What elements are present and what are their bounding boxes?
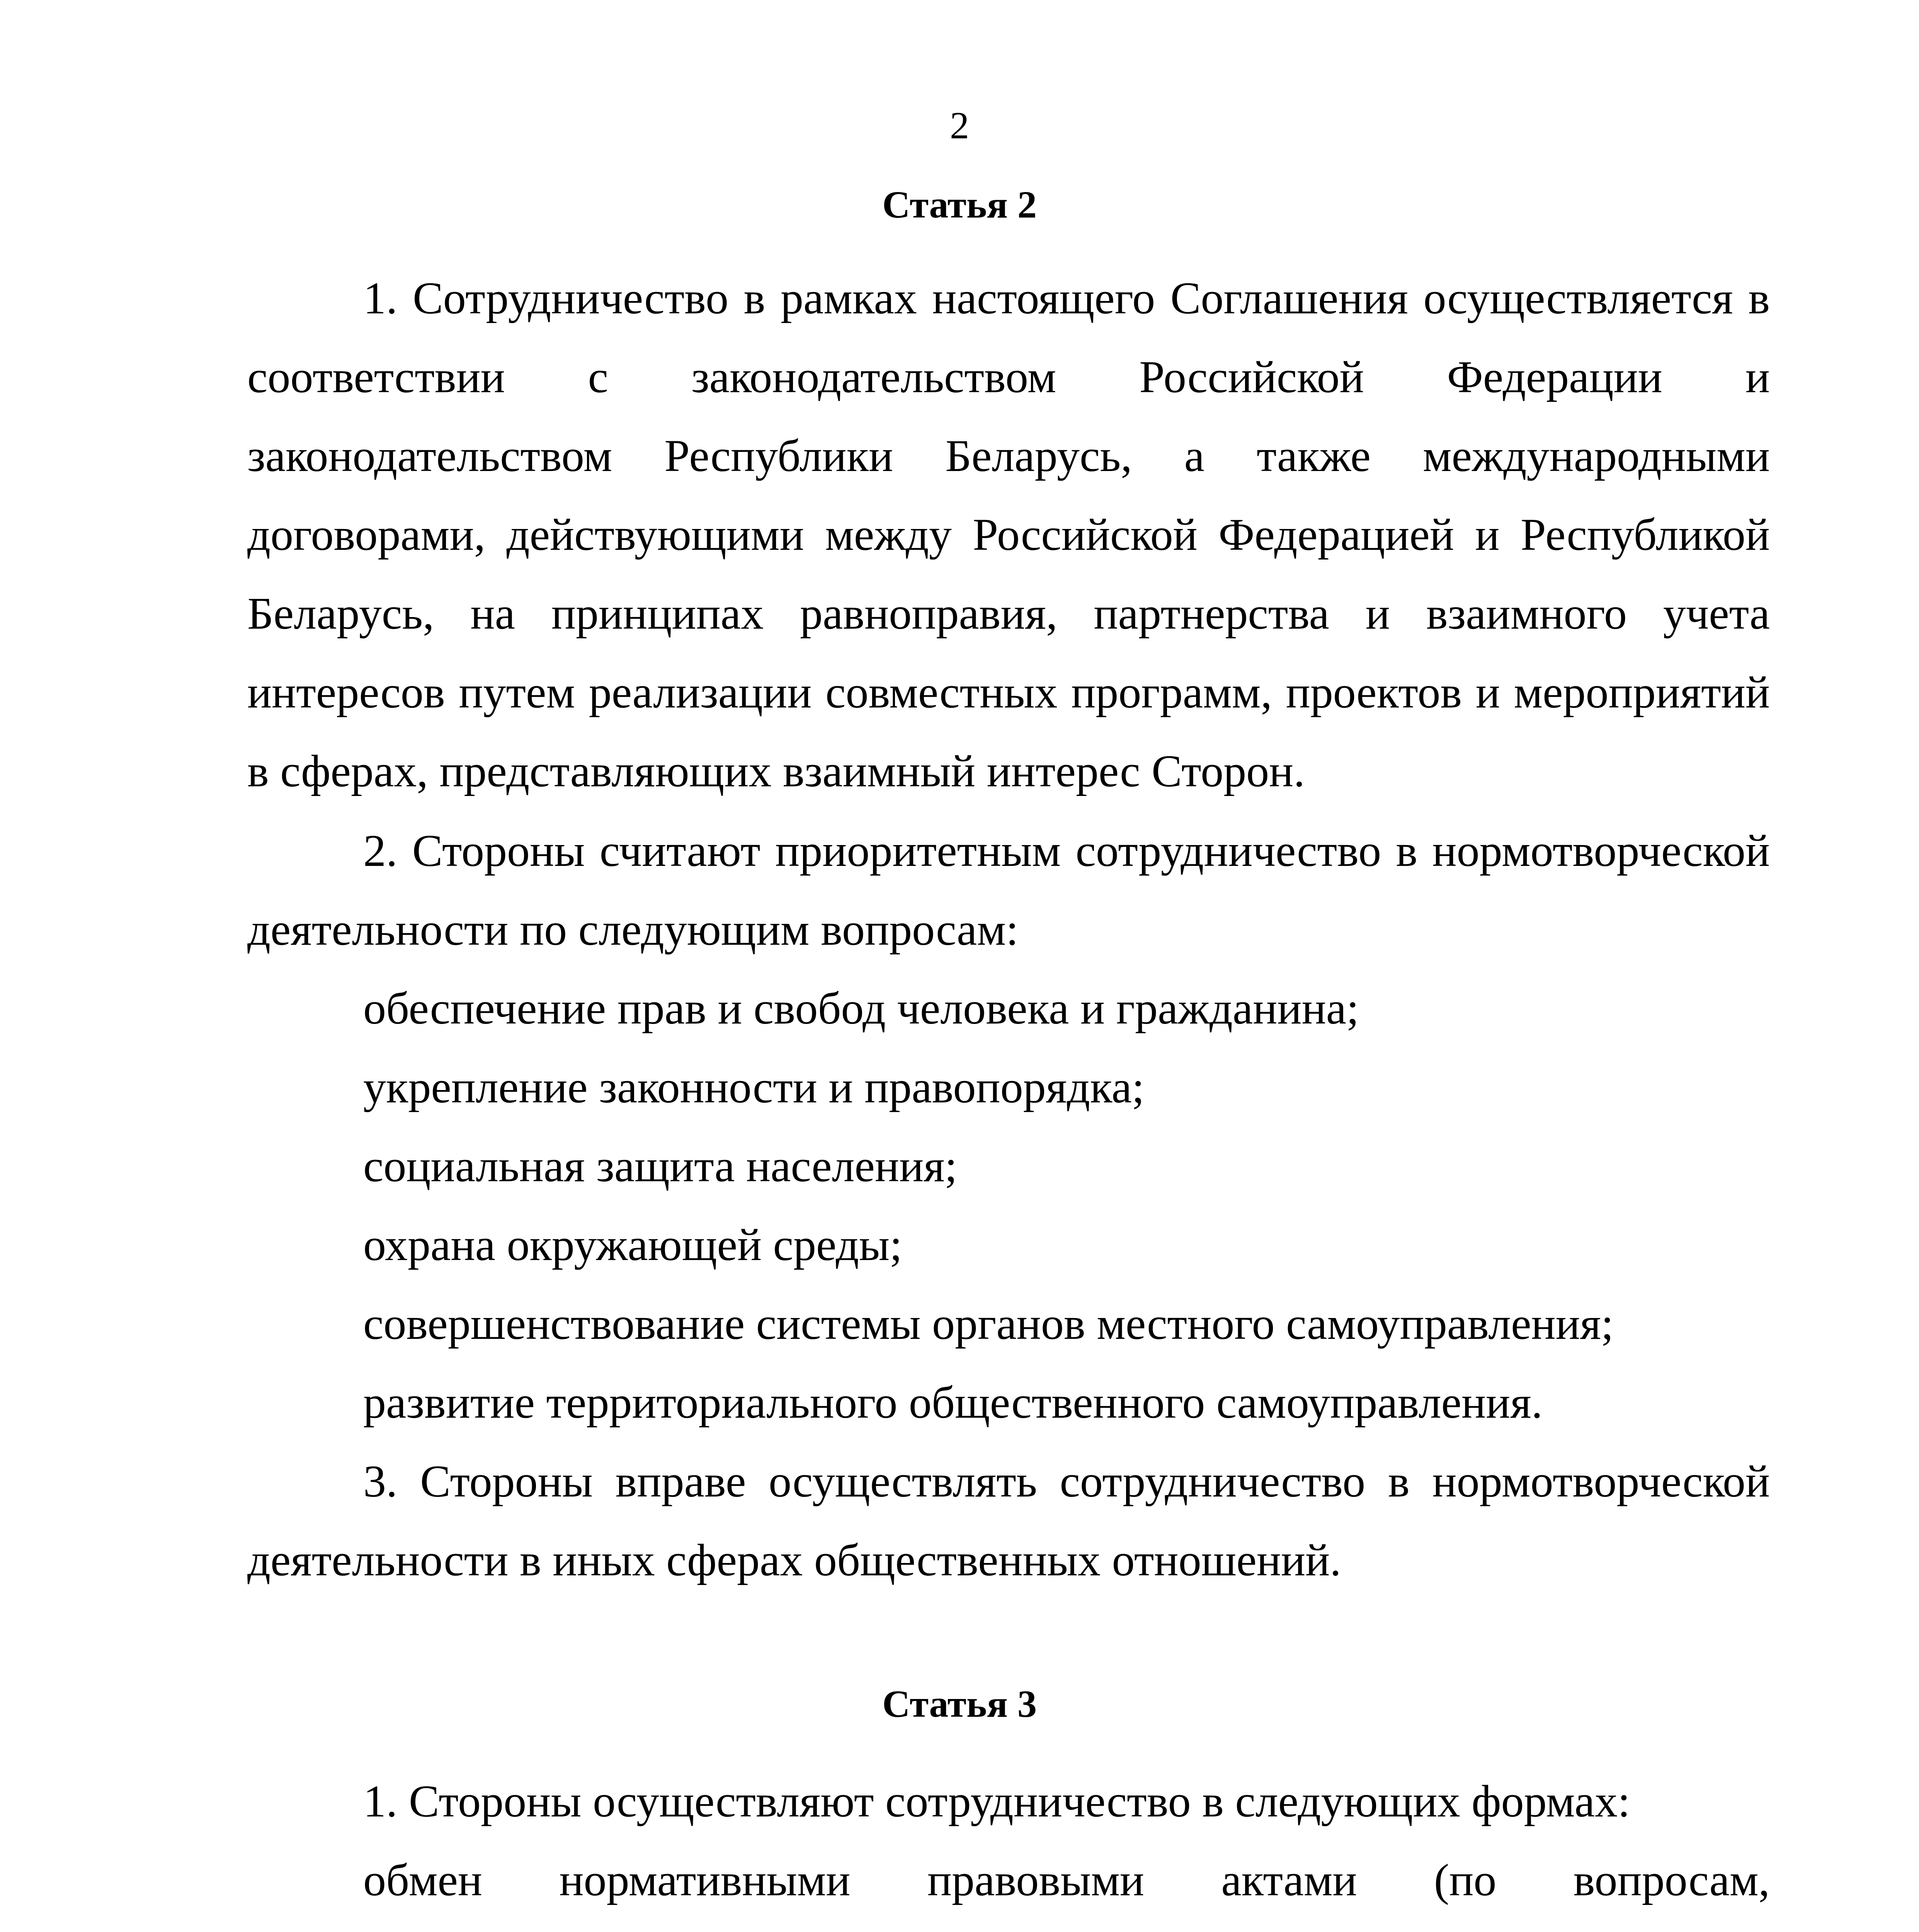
article-2-paragraph-3: 3. Стороны вправе осуществлять сотрудничество в нормотворческой деятельности в иных сферах общественных отношений. — [247, 1456, 1770, 1585]
article-2-paragraph-2: 2. Стороны считают приоритетным сотрудничество в нормотворческой деятельности по следующим вопросам: — [247, 825, 1770, 955]
list-item: обеспечение прав и свобод человека и гражданина; — [363, 983, 1359, 1034]
list-item: развитие территориального общественного самоуправления. — [363, 1377, 1543, 1428]
page-number: 2 — [950, 104, 969, 147]
list-item: обмен нормативными правовыми актами (по вопросам, — [363, 1855, 1770, 1905]
list-item: совершенствование системы органов местного самоуправления; — [363, 1298, 1614, 1349]
article-2-heading: Статья 2 — [882, 183, 1037, 226]
list-item: укрепление законности и правопорядка; — [363, 1062, 1145, 1112]
list-item: охрана окружающей среды; — [363, 1219, 902, 1270]
article-3-heading: Статья 3 — [882, 1682, 1037, 1725]
list-item: социальная защита населения; — [363, 1141, 958, 1191]
article-3-paragraph-1: 1. Стороны осуществляют сотрудничество в следующих формах: — [363, 1776, 1630, 1827]
article-2-paragraph-1: 1. Сотрудничество в рамках настоящего Соглашения осуществляется в соответствии с законодательством Российской Федерации и законодательством Республики Беларусь, а также международными договорами, действующими между Российской Федерацией и Республикой Беларусь, на принципах равноправия, партнерства и взаимного учета интересов путем реализации совместных программ, проектов и мероприятий в сферах, представляющих взаимный интерес Сторон. — [247, 273, 1770, 796]
